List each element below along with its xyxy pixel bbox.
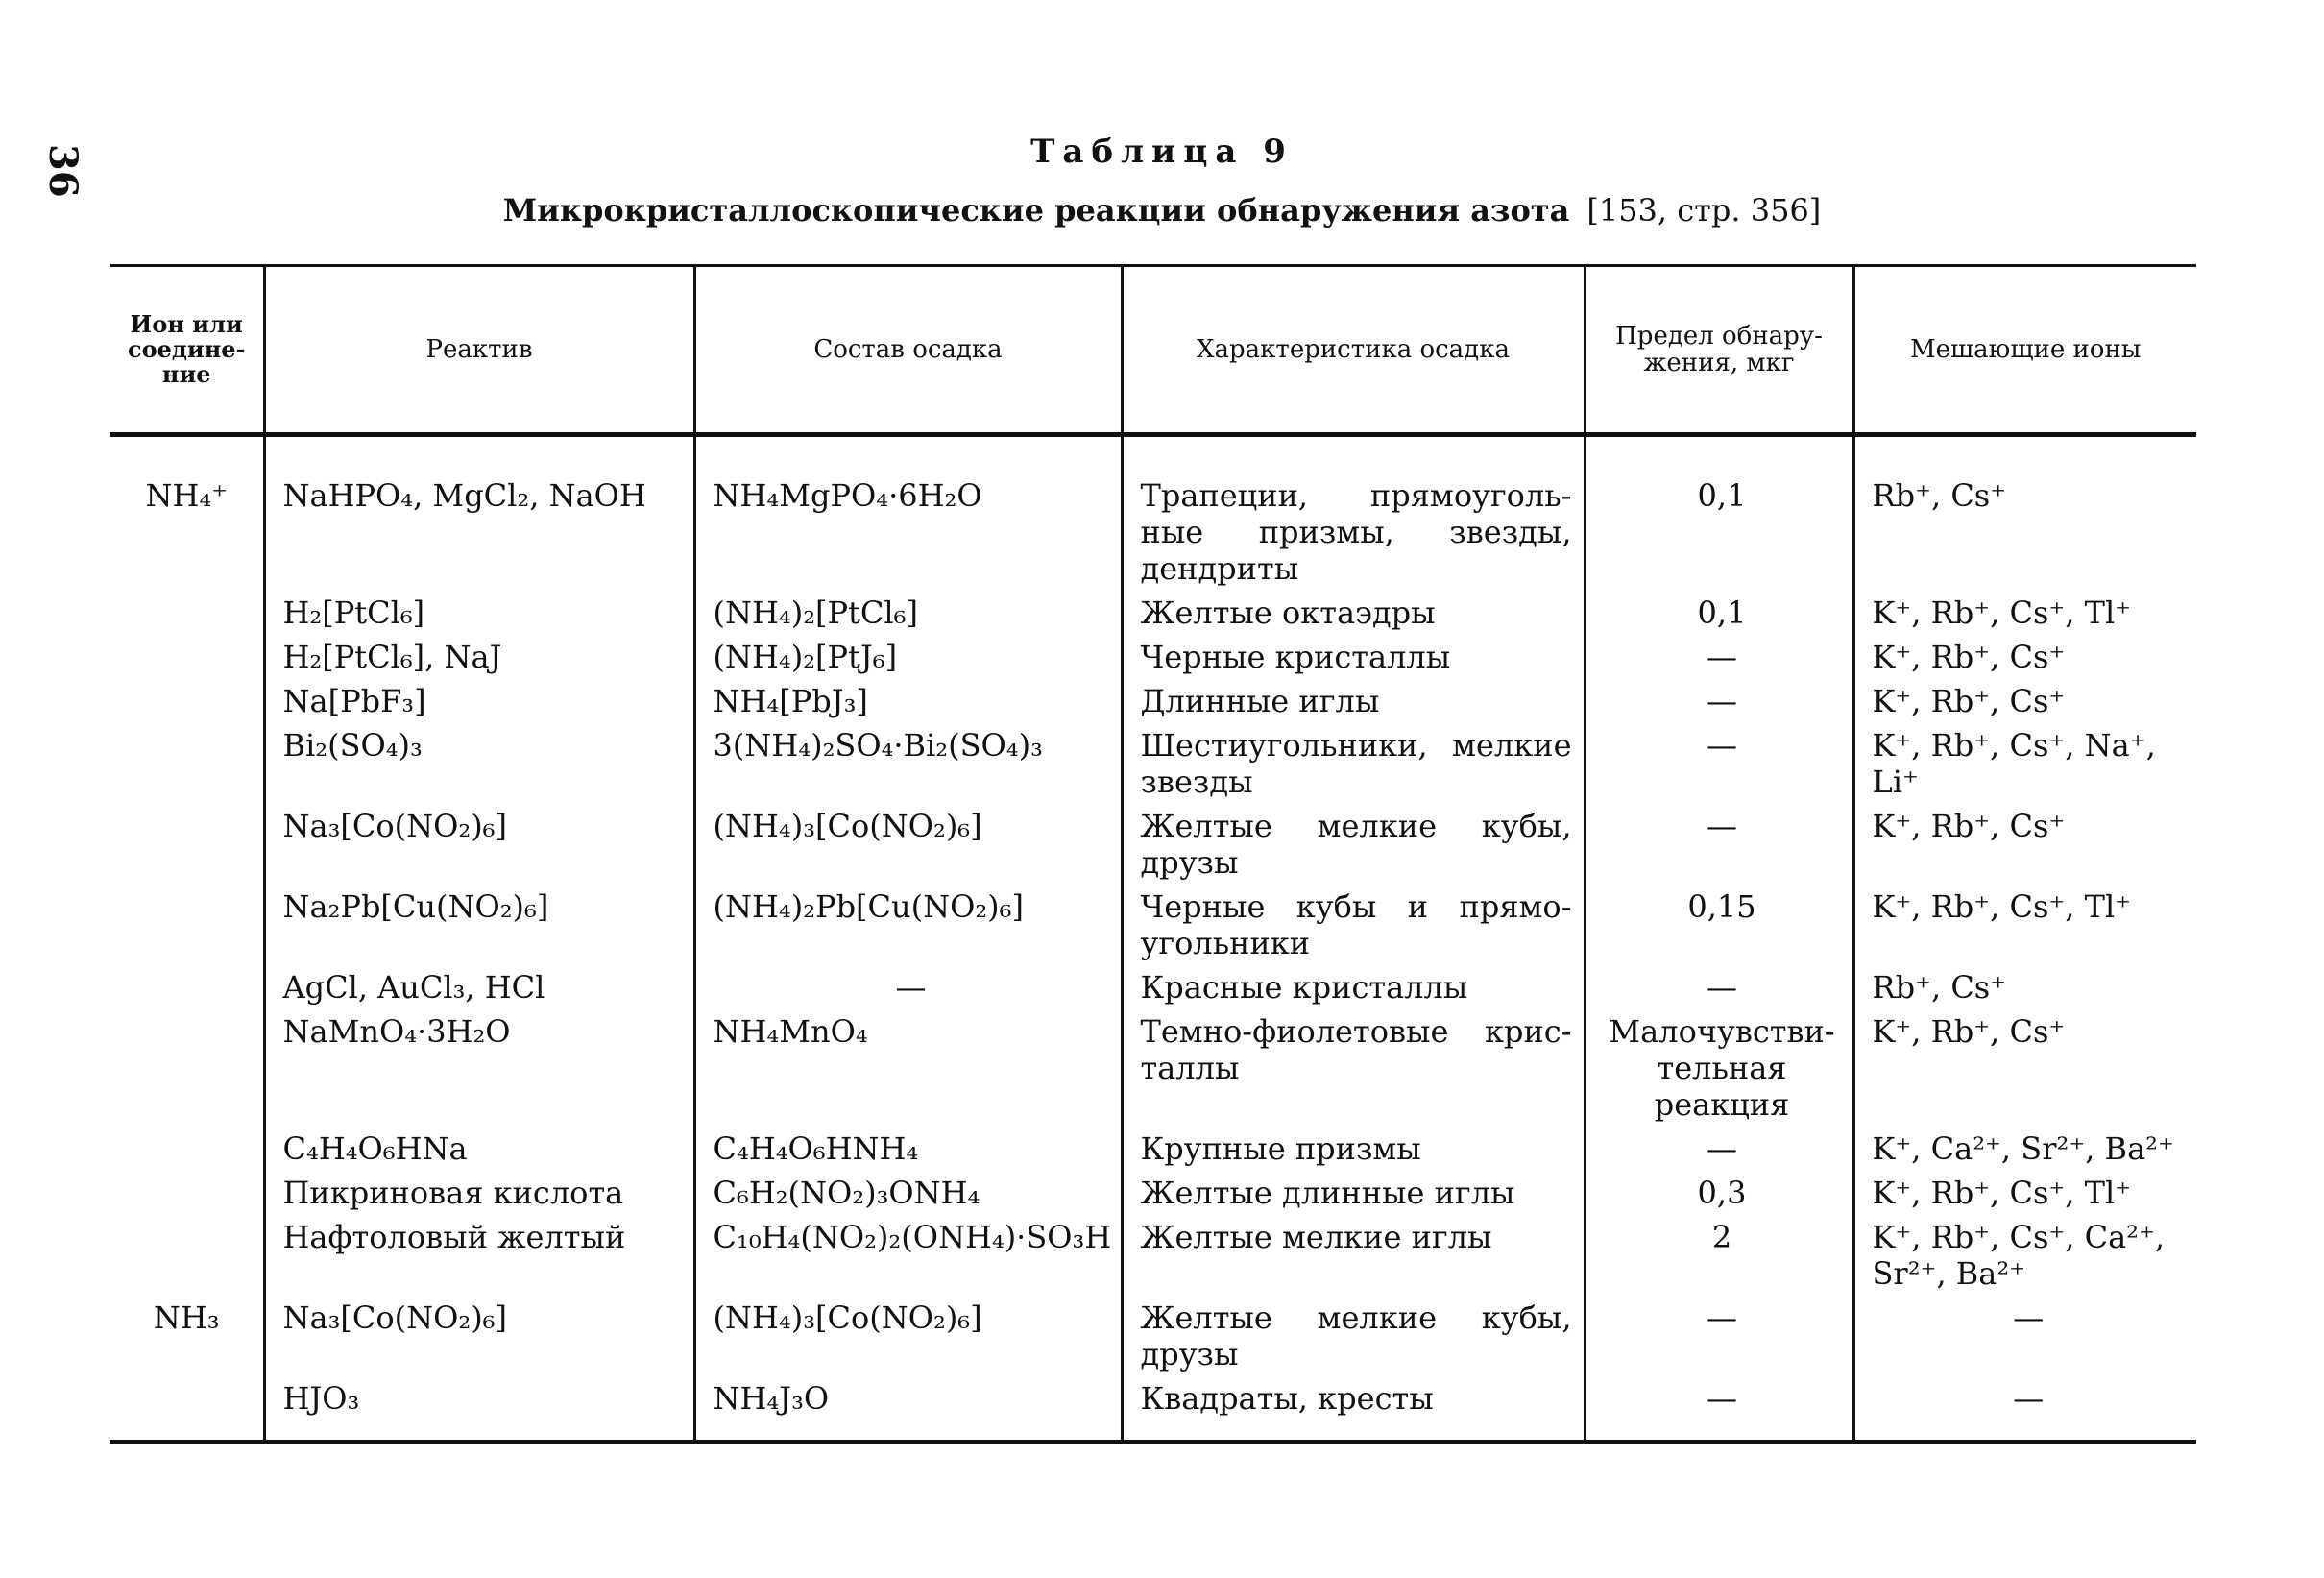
cell-interfering: K⁺, Rb⁺, Cs⁺, Tl⁺ xyxy=(1853,592,2196,636)
header-row xyxy=(110,266,2196,435)
cell-interfering: K⁺, Rb⁺, Cs⁺ xyxy=(1853,680,2196,724)
cell-reagent: NaMnO₄·3H₂O xyxy=(264,1010,694,1128)
cell-reagent: HJO₃ xyxy=(264,1377,694,1442)
cell-ion: NH₄⁺ xyxy=(145,477,229,514)
cell-interfering: K⁺, Rb⁺, Cs⁺, Na⁺, Li⁺ xyxy=(1853,724,2196,805)
cell-limit: — xyxy=(1585,636,1853,680)
cell-characteristic: Желтые мелкие кубы, друзы xyxy=(1122,1297,1585,1377)
cell-reagent: Нафтоловый желтый xyxy=(264,1216,694,1297)
cell-ion: NH₃ xyxy=(153,1299,220,1336)
cell-ion xyxy=(110,680,264,724)
cell-ion xyxy=(110,1216,264,1297)
cell-interfering: Rb⁺, Cs⁺ xyxy=(1853,435,2196,593)
cell-ion xyxy=(110,805,264,886)
table-row xyxy=(110,1377,2196,1442)
cell-reagent: C₄H₄O₆HNa xyxy=(264,1128,694,1172)
table-title-text: Микрокристаллоскопические реакции обнаружения азота xyxy=(502,192,1570,229)
cell-interfering: K⁺, Ca²⁺, Sr²⁺, Ba²⁺ xyxy=(1853,1128,2196,1172)
cell-characteristic: Желтые мелкие кубы, друзы xyxy=(1122,805,1585,886)
table-reference: [153, стр. 356] xyxy=(1586,192,1822,229)
cell-limit: — xyxy=(1585,1297,1853,1377)
cell-reagent: Na₃[Co(NO₂)₆] xyxy=(264,1297,694,1377)
cell-interfering: K⁺, Rb⁺, Cs⁺, Ca²⁺, Sr²⁺, Ba²⁺ xyxy=(1853,1216,2196,1297)
cell-precipitate: — xyxy=(694,966,1122,1010)
cell-limit: Малочувстви-тельная реакция xyxy=(1585,1010,1853,1128)
cell-characteristic: Желтые мелкие иглы xyxy=(1122,1216,1585,1297)
table-row xyxy=(110,592,2196,636)
cell-reagent: H₂[PtCl₆] xyxy=(264,592,694,636)
table-body xyxy=(110,435,2196,1443)
table-row xyxy=(110,1010,2196,1128)
cell-interfering: Rb⁺, Cs⁺ xyxy=(1853,966,2196,1010)
cell-ion xyxy=(110,1172,264,1216)
cell-precipitate: (NH₄)₂Pb[Cu(NO₂)₆] xyxy=(694,886,1122,966)
cell-characteristic: Крупные призмы xyxy=(1122,1128,1585,1172)
cell-interfering: — xyxy=(1853,1377,2196,1442)
table-row xyxy=(110,724,2196,805)
cell-characteristic: Длинные иглы xyxy=(1122,680,1585,724)
cell-precipitate: NH₄J₃O xyxy=(694,1377,1122,1442)
table-row xyxy=(110,435,2196,593)
cell-characteristic: Трапеции, прямоуголь-ные призмы, звезды, дендриты xyxy=(1122,435,1585,593)
cell-ion xyxy=(110,886,264,966)
table-title xyxy=(0,192,2324,229)
cell-ion xyxy=(110,1128,264,1172)
cell-precipitate: (NH₄)₂[PtJ₆] xyxy=(694,636,1122,680)
reactions-table xyxy=(110,264,2196,1444)
table-row xyxy=(110,1128,2196,1172)
cell-characteristic: Желтые длинные иглы xyxy=(1122,1172,1585,1216)
cell-interfering: K⁺, Rb⁺, Cs⁺, Tl⁺ xyxy=(1853,886,2196,966)
table-row xyxy=(110,1172,2196,1216)
cell-limit: — xyxy=(1585,966,1853,1010)
cell-reagent: NaHPO₄, MgCl₂, NaOH xyxy=(264,435,694,593)
cell-limit: — xyxy=(1585,1128,1853,1172)
cell-interfering: K⁺, Rb⁺, Cs⁺, Tl⁺ xyxy=(1853,1172,2196,1216)
cell-limit: 2 xyxy=(1585,1216,1853,1297)
cell-limit: 0,1 xyxy=(1585,592,1853,636)
table-label: Таблица 9 xyxy=(1030,133,1294,171)
cell-precipitate: (NH₄)₃[Co(NO₂)₆] xyxy=(694,805,1122,886)
cell-precipitate: NH₄MgPO₄·6H₂O xyxy=(694,435,1122,593)
cell-reagent: AgCl, AuCl₃, HCl xyxy=(264,966,694,1010)
cell-reagent: Na[PbF₃] xyxy=(264,680,694,724)
cell-limit: 0,3 xyxy=(1585,1172,1853,1216)
table-row xyxy=(110,805,2196,886)
cell-ion xyxy=(110,1377,264,1442)
cell-characteristic: Шестиугольники, мелкие звезды xyxy=(1122,724,1585,805)
page-number: 36 xyxy=(40,144,85,198)
cell-characteristic: Черные кристаллы xyxy=(1122,636,1585,680)
cell-precipitate: NH₄[PbJ₃] xyxy=(694,680,1122,724)
cell-limit: 0,1 xyxy=(1585,435,1853,593)
cell-ion xyxy=(110,636,264,680)
table-header xyxy=(110,266,2196,435)
table-row xyxy=(110,1297,2196,1377)
cell-characteristic: Черные кубы и прямо-угольники xyxy=(1122,886,1585,966)
header-ion: Ион или соедине-ние xyxy=(110,266,264,435)
cell-characteristic: Квадраты, кресты xyxy=(1122,1377,1585,1442)
cell-interfering: K⁺, Rb⁺, Cs⁺ xyxy=(1853,805,2196,886)
cell-characteristic: Темно-фиолетовые крис-таллы xyxy=(1122,1010,1585,1128)
cell-interfering: K⁺, Rb⁺, Cs⁺ xyxy=(1853,636,2196,680)
cell-limit: — xyxy=(1585,1377,1853,1442)
cell-ion xyxy=(110,592,264,636)
cell-precipitate: NH₄MnO₄ xyxy=(694,1010,1122,1128)
cell-ion xyxy=(110,966,264,1010)
cell-precipitate: (NH₄)₃[Co(NO₂)₆] xyxy=(694,1297,1122,1377)
cell-limit: 0,15 xyxy=(1585,886,1853,966)
cell-ion xyxy=(110,724,264,805)
cell-reagent: Na₂Pb[Cu(NO₂)₆] xyxy=(264,886,694,966)
cell-reagent: Пикриновая кислота xyxy=(264,1172,694,1216)
cell-limit: — xyxy=(1585,724,1853,805)
reactions-table-container xyxy=(110,264,2196,1444)
cell-precipitate: C₄H₄O₆HNH₄ xyxy=(694,1128,1122,1172)
cell-precipitate: C₆H₂(NO₂)₃ONH₄ xyxy=(694,1172,1122,1216)
cell-reagent: Na₃[Co(NO₂)₆] xyxy=(264,805,694,886)
cell-ion xyxy=(110,1010,264,1128)
header-limit: Предел обнару-жения, мкг xyxy=(1585,266,1853,435)
cell-precipitate: 3(NH₄)₂SO₄·Bi₂(SO₄)₃ xyxy=(694,724,1122,805)
cell-characteristic: Красные кристаллы xyxy=(1122,966,1585,1010)
cell-limit: — xyxy=(1585,805,1853,886)
cell-reagent: Bi₂(SO₄)₃ xyxy=(264,724,694,805)
cell-precipitate: C₁₀H₄(NO₂)₂(ONH₄)·SO₃H xyxy=(694,1216,1122,1297)
cell-characteristic: Желтые октаэдры xyxy=(1122,592,1585,636)
header-reagent: Реактив xyxy=(264,266,694,435)
table-row xyxy=(110,1216,2196,1297)
cell-reagent: H₂[PtCl₆], NaJ xyxy=(264,636,694,680)
table-row xyxy=(110,966,2196,1010)
cell-interfering: — xyxy=(1853,1297,2196,1377)
cell-precipitate: (NH₄)₂[PtCl₆] xyxy=(694,592,1122,636)
cell-limit: — xyxy=(1585,680,1853,724)
table-row xyxy=(110,636,2196,680)
table-row xyxy=(110,886,2196,966)
table-row xyxy=(110,680,2196,724)
header-interfering: Мешающие ионы xyxy=(1853,266,2196,435)
cell-interfering: K⁺, Rb⁺, Cs⁺ xyxy=(1853,1010,2196,1128)
header-characteristic: Характеристика осадка xyxy=(1122,266,1585,435)
header-precipitate: Состав осадка xyxy=(694,266,1122,435)
